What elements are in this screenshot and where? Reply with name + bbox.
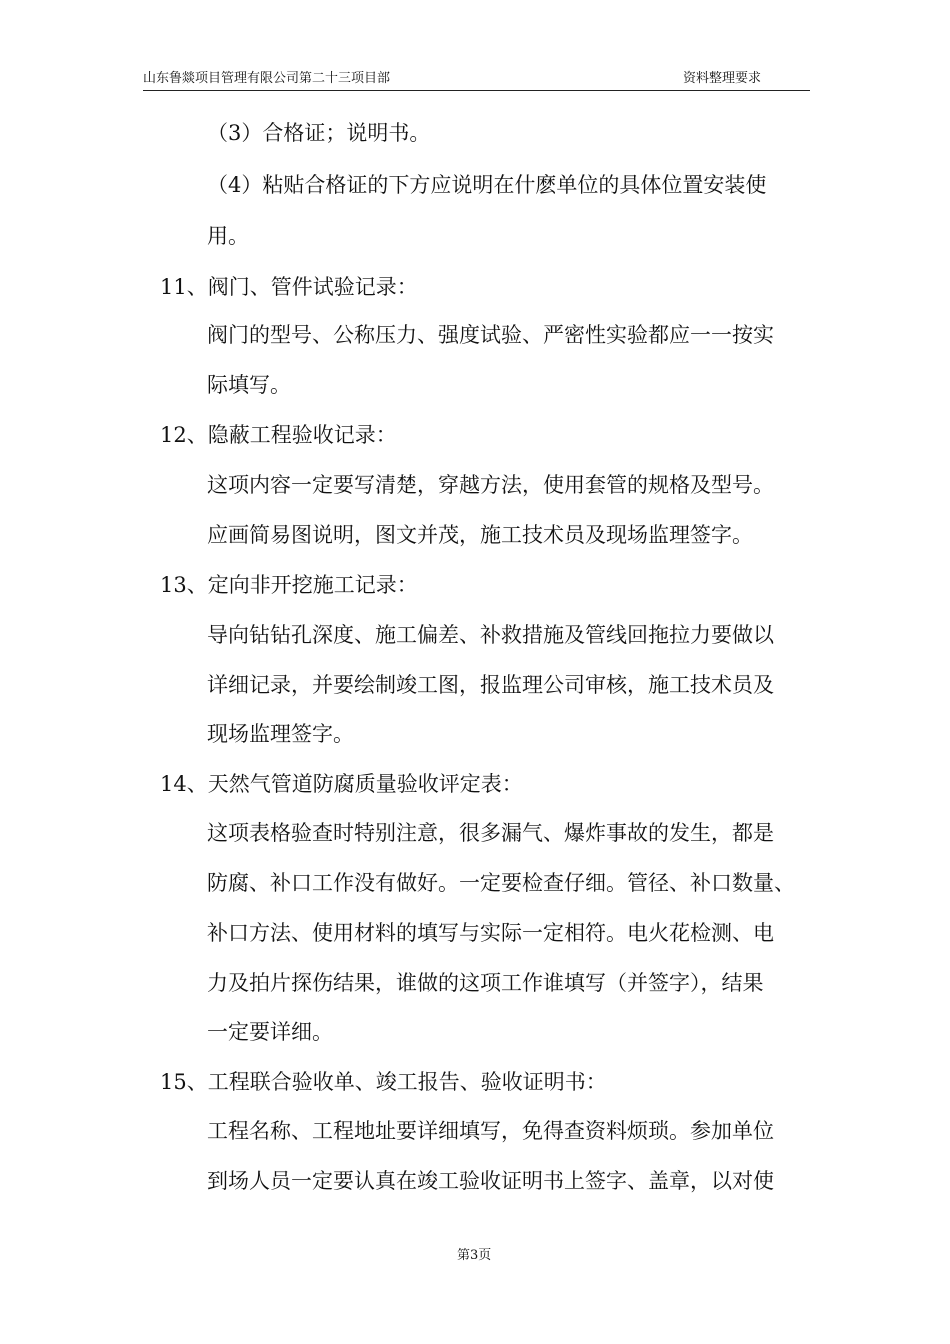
text-line: 详细记录，并要绘制竣工图，报监理公司审核，施工技术员及: [207, 673, 774, 697]
text-line: 工程名称、工程地址要详细填写，免得查资料烦琐。参加单位: [207, 1119, 774, 1143]
text-line: 应画简易图说明，图文并茂，施工技术员及现场监理签字。: [207, 523, 753, 547]
section-heading: 11、阀门、管件试验记录：: [160, 275, 418, 299]
section-heading: 13、定向非开挖施工记录：: [160, 573, 418, 597]
text-line: 导向钻钻孔深度、施工偏差、补救措施及管线回拖拉力要做以: [207, 623, 774, 647]
text-line: 一定要详细。: [207, 1020, 333, 1044]
text-line: 阀门的型号、公称压力、强度试验、严密性实验都应一一按实: [207, 323, 774, 347]
text-line: （3）合格证；说明书。: [207, 121, 431, 145]
header-section-title: 资料整理要求: [683, 71, 762, 86]
text-line: 这项表格验查时特别注意，很多漏气、爆炸事故的发生，都是: [207, 821, 774, 845]
section-heading: 15、工程联合验收单、竣工报告、验收证明书：: [160, 1070, 607, 1094]
text-line: 这项内容一定要写清楚，穿越方法，使用套管的规格及型号。: [207, 473, 774, 497]
text-line: 到场人员一定要认真在竣工验收证明书上签字、盖章，以对使: [207, 1169, 774, 1193]
text-line: 力及拍片探伤结果，谁做的这项工作谁填写（并签字），结果: [207, 971, 764, 995]
text-line: 防腐、补口工作没有做好。一定要检查仔细。管径、补口数量、: [207, 871, 795, 895]
text-line: 现场监理签字。: [207, 722, 354, 746]
header-company: 山东鲁燚项目管理有限公司第二十三项目部: [143, 71, 391, 86]
page-header: [143, 70, 810, 91]
text-line: 际填写。: [207, 373, 291, 397]
section-heading: 12、隐蔽工程验收记录：: [160, 423, 397, 447]
text-line: 用。: [207, 224, 249, 248]
text-line: （4）粘贴合格证的下方应说明在什麽单位的具体位置安装使: [207, 173, 767, 197]
page-number: 第3页: [457, 1248, 492, 1263]
section-heading: 14、天然气管道防腐质量验收评定表：: [160, 772, 523, 796]
text-line: 补口方法、使用材料的填写与实际一定相符。电火花检测、电: [207, 921, 774, 945]
